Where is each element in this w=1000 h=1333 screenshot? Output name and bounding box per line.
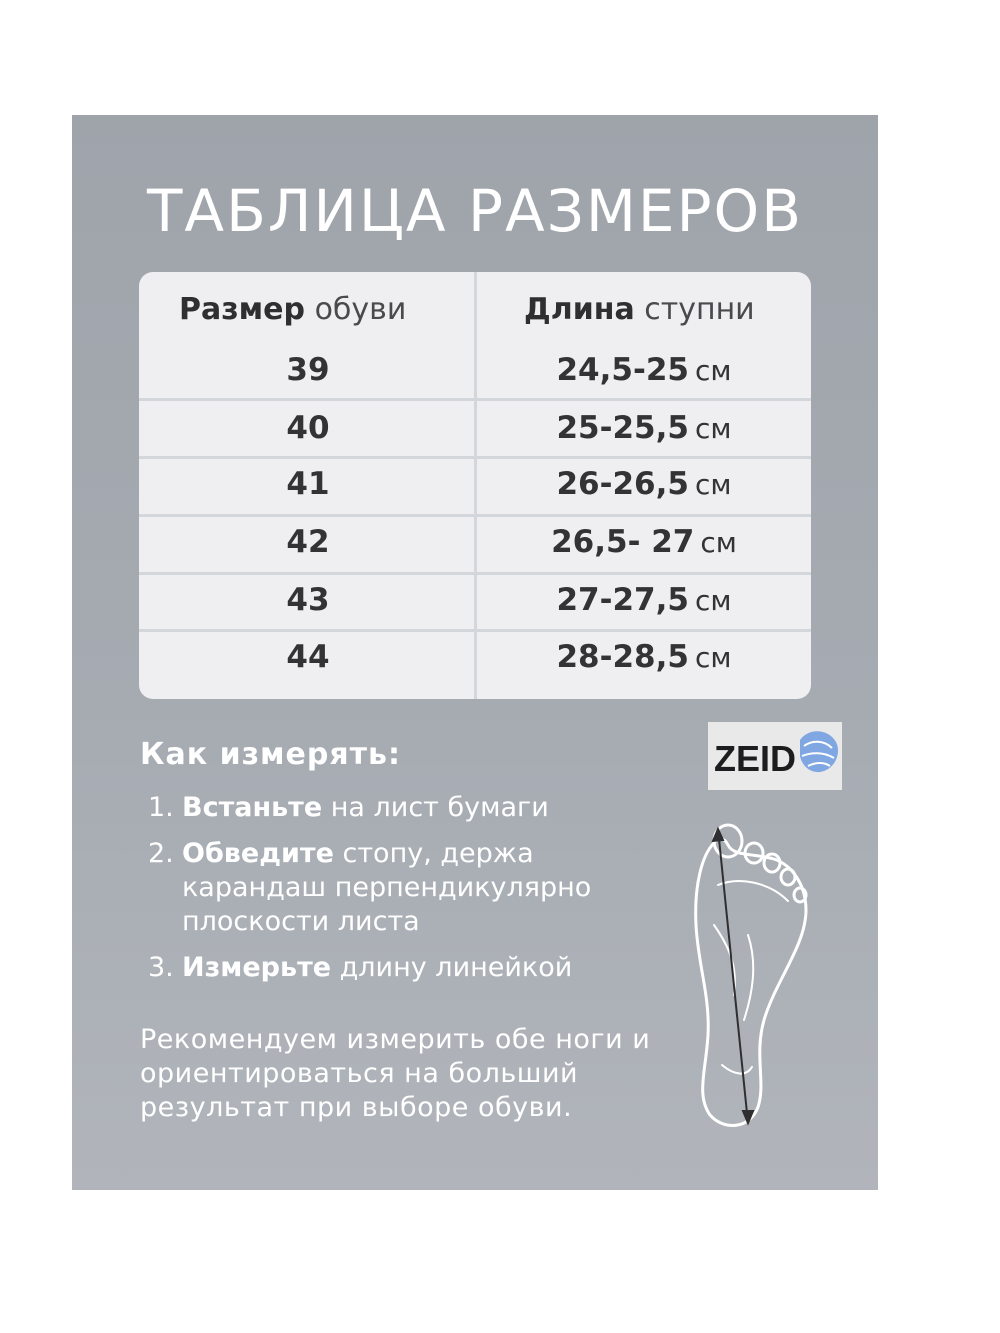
measure-steps xyxy=(148,791,668,997)
step-text: Встаньте на лист бумаги xyxy=(182,792,549,823)
table-row xyxy=(139,574,811,630)
row-divider xyxy=(139,398,811,401)
cell-size: 44 xyxy=(286,639,330,675)
cell-length: 24,5-25 см xyxy=(556,352,732,388)
table-row xyxy=(139,344,811,400)
how-to-measure-title: Как измерять: xyxy=(140,737,401,772)
logo-text: ZEID xyxy=(714,738,797,779)
cell-length: 28-28,5 см xyxy=(556,639,732,675)
recommendation-note: Рекомендуем измерить обе ноги и ориентироваться на больший результат при выборе обуви. xyxy=(140,1024,651,1123)
table-row xyxy=(139,458,811,514)
list-item xyxy=(148,951,668,985)
table-row xyxy=(139,516,811,572)
step-text: Обведите стопу, держа карандаш перпендикулярно плоскости листа xyxy=(182,838,592,937)
cell-length: 26,5- 27 см xyxy=(551,524,737,560)
cell-size: 39 xyxy=(286,352,330,388)
table-row xyxy=(139,631,811,687)
cell-size: 41 xyxy=(286,466,330,502)
shoe-logo-icon xyxy=(794,726,842,782)
list-item xyxy=(148,791,668,825)
size-table xyxy=(139,272,811,699)
cell-size: 43 xyxy=(286,582,330,618)
header-shoe-size: Размер обуви xyxy=(179,292,407,327)
header-foot-length: Длина ступни xyxy=(524,292,755,327)
step-number: 3. xyxy=(148,952,174,983)
size-chart-card xyxy=(72,115,878,1190)
cell-length: 27-27,5 см xyxy=(556,582,732,618)
step-number: 2. xyxy=(148,838,174,869)
brand-logo xyxy=(708,722,842,790)
page-title: ТАБЛИЦА РАЗМЕРОВ xyxy=(147,177,803,245)
cell-size: 42 xyxy=(286,524,330,560)
step-text: Измерьте длину линейкой xyxy=(182,952,573,983)
table-row xyxy=(139,402,811,458)
step-number: 1. xyxy=(148,792,174,823)
cell-size: 40 xyxy=(286,410,330,446)
cell-length: 25-25,5 см xyxy=(556,410,732,446)
table-header xyxy=(139,272,811,344)
cell-length: 26-26,5 см xyxy=(556,466,732,502)
foot-outline-icon xyxy=(688,815,818,1135)
list-item xyxy=(148,837,668,939)
